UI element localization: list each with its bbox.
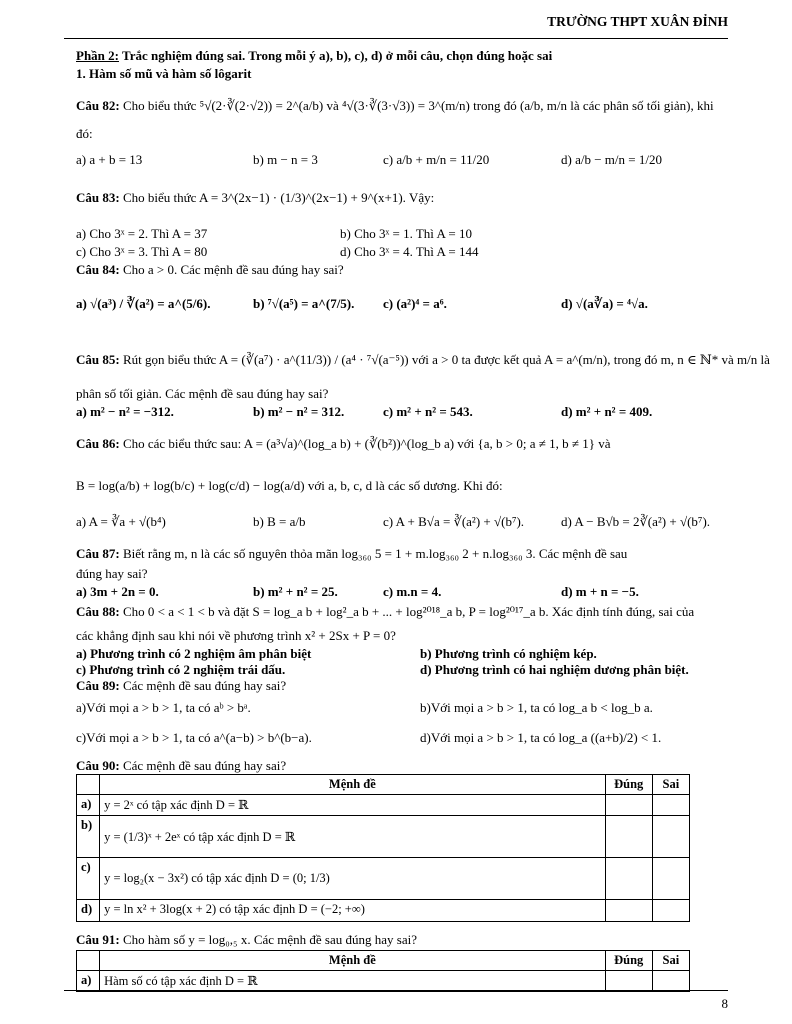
q85-option-a: a) m² − n² = −312. (76, 404, 174, 419)
q82-stem (76, 98, 714, 114)
footer-rule (64, 990, 728, 991)
q84-option-d: d) √(a∛a) = ⁴√a. (561, 296, 648, 311)
q87-stem (76, 546, 627, 562)
q87-stem2: đúng hay sai? (76, 566, 148, 581)
q89-option-b: b)Với mọi a > b > 1, ta có log_a b < log_b a. (420, 700, 653, 715)
q85-stem2: phân số tối giản. Các mệnh đề sau đúng hay sai? (76, 386, 329, 401)
q91-col-true: Đúng (605, 951, 652, 971)
q90-row-key: a) (77, 795, 100, 816)
q90-row-key: d) (77, 900, 100, 922)
q90-row-statement: y = log₂(x − 3x²) có tập xác định D = (0; 1/3) (100, 858, 605, 900)
q89-option-d: d)Với mọi a > b > 1, ta có log_a ((a+b)/2) < 1. (420, 730, 662, 745)
q90-row-statement: y = ln x² + 3log(x + 2) có tập xác định D = (−2; +∞) (100, 900, 605, 922)
q90-col-false: Sai (652, 775, 689, 795)
q87-option-c: c) m.n = 4. (383, 584, 442, 599)
subsection-title: 1. Hàm số mũ và hàm số lôgarit (76, 66, 252, 81)
q91-row-key: a) (77, 971, 100, 992)
q89-stem (76, 678, 286, 694)
q91-false-cell[interactable] (652, 971, 689, 992)
table-row (77, 816, 690, 858)
q82-option-c: c) a/b + m/n = 11/20 (383, 152, 490, 167)
q83-text: Cho biểu thức A = 3^(2x−1) · (1/3)^(2x−1) + 9^(x+1). Vậy: (122, 190, 435, 205)
q88-stem2: các khẳng định sau khi nói về phương trình x² + 2Sx + P = 0? (76, 628, 396, 643)
q83-option-a: a) Cho 3ˣ = 2. Thì A = 37 (76, 226, 208, 241)
q88-text: Cho 0 < a < 1 < b và đặt S = log_a b + log²_a b + ... + log²⁰¹⁸_a b, P = log²⁰¹⁷_a b. Xác định tính đúng, sai của (122, 604, 695, 619)
q91-label: Câu 91: (76, 932, 120, 947)
q87-option-a: a) 3m + 2n = 0. (76, 584, 159, 599)
q86-label: Câu 86: (76, 436, 120, 451)
q83-option-b: b) Cho 3ˣ = 1. Thì A = 10 (340, 226, 472, 241)
q83-stem (76, 190, 434, 206)
q85-text: Rút gọn biểu thức A = (∛(a⁷) · a^(11/3)) / (a⁴ · ⁷√(a⁻⁵)) với a > 0 ta được kết quả A = a^(m/n), trong đó m, n ∈ ℕ* và m/n là (122, 352, 770, 367)
q91-header-row (77, 951, 690, 971)
q86-text: Cho các biểu thức sau: A = (a³√a)^(log_a b) + (∛(b²))^(log_b a) với {a, b > 0; a ≠ 1, b ≠ 1} và (122, 436, 611, 451)
q84-option-b: b) ⁷√(a⁵) = a^(7/5). (253, 296, 355, 311)
q90-false-cell[interactable] (652, 900, 689, 922)
q86-stem2: B = log(a/b) + log(b/c) + log(c/d) − log(a/d) với a, b, c, d là các số dương. Khi đó: (76, 478, 503, 493)
q88-stem (76, 604, 694, 620)
section-text: Trắc nghiệm đúng sai. Trong mỗi ý a), b), c), d) ở mỗi câu, chọn đúng hoặc sai (118, 48, 553, 63)
q84-label: Câu 84: (76, 262, 120, 277)
section-label: Phần 2: (76, 48, 119, 63)
q90-row-statement: y = 2ˣ có tập xác định D = ℝ (100, 795, 605, 816)
table-row (77, 795, 690, 816)
q88-option-c: c) Phương trình có 2 nghiệm trái dấu. (76, 662, 286, 677)
q88-label: Câu 88: (76, 604, 120, 619)
q91-col-statement: Mệnh đề (100, 951, 605, 971)
q84-option-c: c) (a²)⁴ = a⁶. (383, 296, 447, 311)
q85-option-b: b) m² − n² = 312. (253, 404, 345, 419)
q90-table (76, 774, 690, 922)
q91-true-cell[interactable] (605, 971, 652, 992)
q89-label: Câu 89: (76, 678, 120, 693)
q86-stem (76, 436, 611, 452)
q90-true-cell[interactable] (605, 816, 652, 858)
q86-option-b: b) B = a/b (253, 514, 306, 529)
q90-false-cell[interactable] (652, 858, 689, 900)
q89-text: Các mệnh đề sau đúng hay sai? (122, 678, 287, 693)
q82-stem2: đó: (76, 126, 93, 141)
q82-option-a: a) a + b = 13 (76, 152, 143, 167)
q83-label: Câu 83: (76, 190, 120, 205)
table-row (77, 858, 690, 900)
q83-option-d: d) Cho 3ˣ = 4. Thì A = 144 (340, 244, 479, 259)
q90-true-cell[interactable] (605, 900, 652, 922)
q86-option-a: a) A = ∛a + √(b⁴) (76, 514, 166, 529)
q85-label: Câu 85: (76, 352, 120, 367)
q90-col-true: Đúng (605, 775, 652, 795)
q88-option-b: b) Phương trình có nghiệm kép. (420, 646, 597, 661)
q91-table (76, 950, 690, 992)
q85-option-c: c) m² + n² = 543. (383, 404, 473, 419)
q82-label: Câu 82: (76, 98, 120, 113)
q86-option-c: c) A + B√a = ∛(a²) + √(b⁷). (383, 514, 525, 529)
page-number: 8 (721, 996, 728, 1011)
q90-row-key: c) (77, 858, 100, 900)
q89-option-a: a)Với mọi a > b > 1, ta có aᵇ > bᵃ. (76, 700, 251, 715)
q83-option-c: c) Cho 3ˣ = 3. Thì A = 80 (76, 244, 208, 259)
q88-option-a: a) Phương trình có 2 nghiệm âm phân biệt (76, 646, 312, 661)
q84-option-a: a) √(a³) / ∛(a²) = a^(5/6). (76, 296, 211, 311)
q91-stem (76, 932, 417, 948)
q90-true-cell[interactable] (605, 795, 652, 816)
q90-text: Các mệnh đề sau đúng hay sai? (122, 758, 287, 773)
q84-text: Cho a > 0. Các mệnh đề sau đúng hay sai? (122, 262, 344, 277)
table-row (77, 971, 690, 992)
school-header: TRƯỜNG THPT XUÂN ĐỈNH (547, 14, 728, 29)
q85-stem (76, 352, 770, 368)
q82-option-b: b) m − n = 3 (253, 152, 318, 167)
q91-col-false: Sai (652, 951, 689, 971)
q90-stem (76, 758, 286, 774)
q87-option-b: b) m² + n² = 25. (253, 584, 338, 599)
q90-true-cell[interactable] (605, 858, 652, 900)
q84-stem (76, 262, 344, 278)
table-row (77, 900, 690, 922)
q91-row-statement: Hàm số có tập xác định D = ℝ (100, 971, 605, 992)
q82-text: Cho biểu thức ⁵√(2·∛(2·√2)) = 2^(a/b) và ⁴√(3·∛(3·√3)) = 3^(m/n) trong đó (a/b, m/n là các phân số tối giản), khi (122, 98, 714, 113)
q90-label: Câu 90: (76, 758, 120, 773)
q90-row-key: b) (77, 816, 100, 858)
section-heading (76, 48, 552, 64)
q87-text: Biết rằng m, n là các số nguyên thỏa mãn log₃₆₀ 5 = 1 + m.log₃₆₀ 2 + n.log₃₆₀ 3. Các mệnh đề sau (122, 546, 628, 561)
q90-col-statement: Mệnh đề (100, 775, 605, 795)
top-rule (64, 38, 728, 39)
q91-text: Cho hàm số y = log₀,₅ x. Các mệnh đề sau đúng hay sai? (122, 932, 417, 947)
q87-option-d: d) m + n = −5. (561, 584, 639, 599)
q82-option-d: d) a/b − m/n = 1/20 (561, 152, 662, 167)
q87-label: Câu 87: (76, 546, 120, 561)
q90-row-statement: y = (1/3)ˣ + 2eˣ có tập xác định D = ℝ (100, 816, 605, 858)
q90-header-row (77, 775, 690, 795)
q90-false-cell[interactable] (652, 816, 689, 858)
q89-option-c: c)Với mọi a > b > 1, ta có a^(a−b) > b^(b−a). (76, 730, 312, 745)
q90-false-cell[interactable] (652, 795, 689, 816)
q88-option-d: d) Phương trình có hai nghiệm dương phân biệt. (420, 662, 689, 677)
q85-option-d: d) m² + n² = 409. (561, 404, 653, 419)
q86-option-d: d) A − B√b = 2∛(a²) + √(b⁷). (561, 514, 711, 529)
